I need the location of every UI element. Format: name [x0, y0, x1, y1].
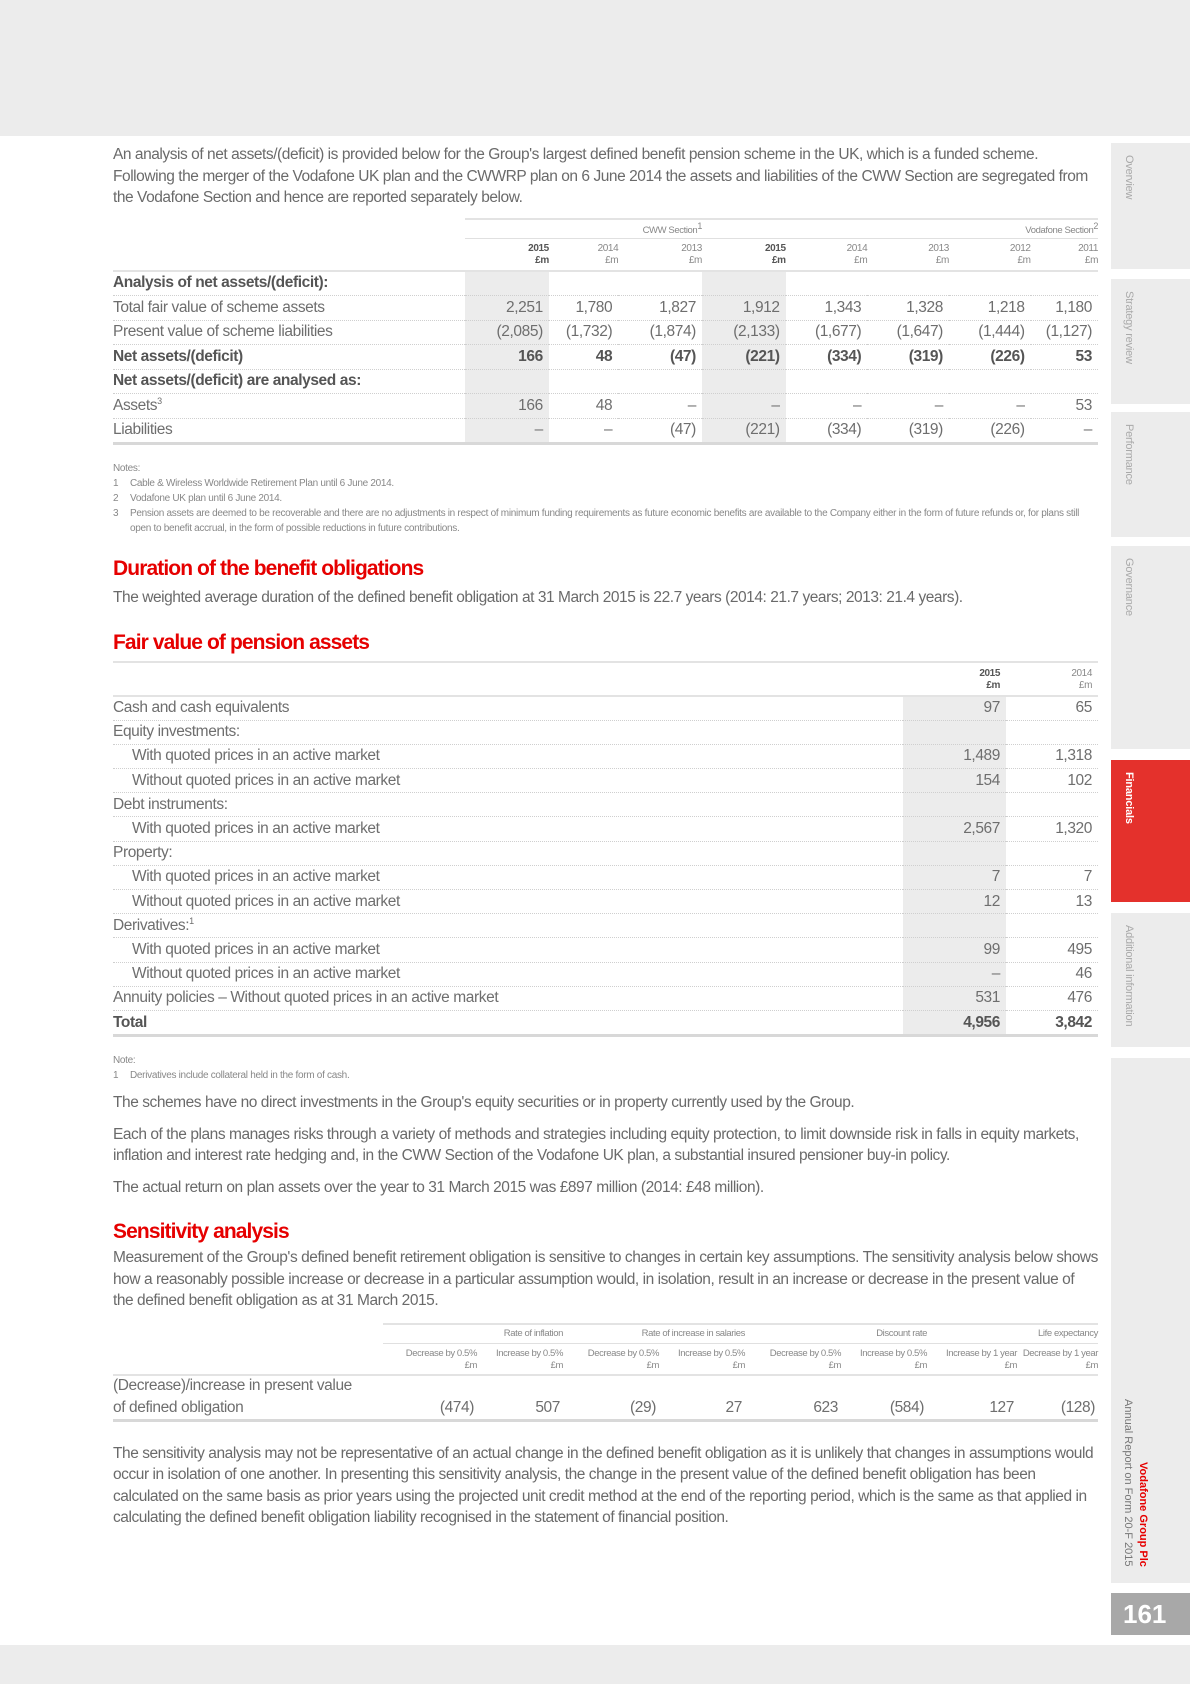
column-year: 2013 — [928, 242, 949, 254]
table-cell: (226) — [949, 345, 1031, 370]
year-column-header — [1031, 238, 1098, 271]
table-cell: 1,489 — [903, 744, 1006, 768]
table-cell — [867, 369, 949, 394]
assumption-group-header: Life expectancy — [927, 1324, 1098, 1344]
row-label-text: Net assets/(deficit) are analysed as: — [113, 372, 361, 390]
column-unit: £m — [1084, 254, 1098, 266]
table-cell: (474) — [383, 1397, 477, 1421]
table-cell: 1,320 — [1006, 817, 1098, 841]
table-row — [113, 914, 1098, 938]
column-year: 2011 — [1078, 242, 1098, 254]
table-row — [113, 890, 1098, 914]
sensitivity-row-label-line1 — [113, 1375, 1098, 1397]
row-label — [113, 817, 903, 841]
footnote — [113, 491, 1098, 506]
table-cell: 46 — [1006, 962, 1098, 986]
year-column-header — [702, 238, 786, 271]
side-tab-performance[interactable] — [1111, 412, 1190, 537]
table-row — [113, 986, 1098, 1010]
table-cell: – — [949, 394, 1031, 419]
table-cell: (221) — [702, 345, 786, 370]
table-cell: 97 — [903, 696, 1006, 721]
table-cell: 3,842 — [1006, 1010, 1098, 1035]
sensitivity-table — [113, 1323, 1098, 1422]
column-unit: £m — [854, 254, 868, 266]
table-cell — [903, 720, 1006, 744]
sensitivity-group-header — [113, 1324, 1098, 1344]
table-cell: (1,127) — [1031, 320, 1098, 345]
table-row — [113, 296, 1098, 321]
table-row — [113, 369, 1098, 394]
table-cell: – — [867, 394, 949, 419]
note-title: Note: — [113, 1055, 136, 1067]
side-tab-additional-information[interactable] — [1111, 913, 1190, 1047]
table-row — [113, 394, 1098, 419]
row-label — [113, 369, 465, 394]
sensitivity-column — [477, 1343, 563, 1375]
table-cell — [618, 369, 702, 394]
table-cell: 2,251 — [465, 296, 549, 321]
fair-value-notes — [113, 1053, 1098, 1083]
table-row — [113, 938, 1098, 962]
footnote-text: Pension assets are deemed to be recoverable and there are no adjustments in respect of minimum funding requirements as future economic benefits are available to the Company either in the form of future refunds or, for plans still open to benefit accrual, in the form of possible reductions in future contributions. — [130, 508, 1080, 534]
fair-value-table — [113, 661, 1098, 1038]
table-cell: (1,874) — [618, 320, 702, 345]
row-label-text: Equity investments: — [113, 723, 240, 741]
column-unit: £m — [464, 1359, 477, 1371]
table-cell: (334) — [786, 345, 868, 370]
table-cell: (29) — [563, 1397, 659, 1421]
table-cell — [903, 841, 1006, 865]
table-cell: 1,912 — [702, 296, 786, 321]
report-info-tab — [1111, 1058, 1190, 1583]
row-label — [113, 271, 465, 296]
row-label-text: Without quoted prices in an active market — [132, 892, 400, 910]
footnote-text: Vodafone UK plan until 6 June 2014. — [130, 493, 282, 504]
table-cell — [1006, 914, 1098, 938]
row-label — [113, 986, 903, 1010]
row-label-text: Without quoted prices in an active market — [132, 771, 400, 789]
row-label — [113, 296, 465, 321]
column-unit: £m — [1085, 1359, 1098, 1371]
table-cell: – — [903, 962, 1006, 986]
table-cell: (1,732) — [549, 320, 618, 345]
column-label: Decrease by 1 year — [1022, 1347, 1098, 1359]
row-label — [113, 345, 465, 370]
sensitivity-closing: The sensitivity analysis may not be representative of an actual change in the defined benefit obligation as it is unlikely that changes in assumptions would occur in isolation of one another. In presenting this sensitivity analysis, the change in the present value of the defined benefit obligation has been calculated on the same basis as prior years using the projected unit credit method at the end of the reporting period, which is the same as that applied in calculating the defined benefit obligation liability recognised in the statement of financial position. — [113, 1444, 1094, 1527]
sensitivity-column-header — [113, 1343, 1098, 1375]
table-cell: – — [618, 394, 702, 419]
table-cell: 13 — [1006, 890, 1098, 914]
sensitivity-column — [841, 1343, 927, 1375]
column-unit: £m — [535, 254, 549, 266]
year-column-header — [867, 238, 949, 271]
group-cww-section: CWW Section1 — [465, 219, 702, 239]
row-label — [113, 890, 903, 914]
row-label — [113, 914, 903, 938]
notes-title: Notes: — [113, 463, 141, 474]
table-cell: 166 — [465, 394, 549, 419]
table-cell: 531 — [903, 986, 1006, 1010]
footnote-number: 3 — [113, 508, 119, 519]
column-unit: £m — [1017, 254, 1031, 266]
table-cell: – — [1031, 418, 1098, 444]
table-cell: 7 — [1006, 865, 1098, 889]
row-label-text: With quoted prices in an active market — [132, 820, 380, 838]
table-cell — [1006, 793, 1098, 817]
table-cell: (1,647) — [867, 320, 949, 345]
table-cell: (319) — [867, 418, 949, 444]
column-year: 2014 — [846, 242, 868, 254]
row-label-text: Present value of scheme liabilities — [113, 323, 333, 341]
table-cell: (584) — [841, 1397, 927, 1421]
table-cell: 507 — [477, 1397, 563, 1421]
side-tab-label: Governance — [1123, 558, 1135, 616]
year-column-header — [465, 238, 549, 271]
row-label-text: Cash and cash equivalents — [113, 699, 290, 717]
table-row — [113, 1010, 1098, 1035]
footnote — [113, 1068, 1098, 1083]
table-cell: (2,133) — [702, 320, 786, 345]
column-label: Increase by 0.5% — [859, 1347, 927, 1359]
table-cell — [702, 271, 786, 296]
table-cell: 53 — [1031, 394, 1098, 419]
column-label: Decrease by 0.5% — [405, 1347, 477, 1359]
sensitivity-column — [659, 1343, 745, 1375]
table-cell: 12 — [903, 890, 1006, 914]
table-cell — [702, 369, 786, 394]
table-row — [113, 418, 1098, 444]
net-assets-notes — [113, 461, 1098, 536]
assumption-group-header: Rate of inflation — [383, 1324, 563, 1344]
row-label — [113, 841, 903, 865]
column-label: Decrease by 0.5% — [769, 1347, 841, 1359]
sensitivity-column — [563, 1343, 659, 1375]
table-cell: 127 — [927, 1397, 1017, 1421]
side-tab-financials[interactable] — [1111, 760, 1190, 902]
column-year: 2015 — [528, 242, 549, 254]
table-cell — [465, 369, 549, 394]
net-assets-year-header — [113, 238, 1098, 271]
column-unit: £m — [550, 1359, 563, 1371]
column-unit: £m — [688, 254, 702, 266]
column-year: 2015 — [979, 667, 1000, 679]
table-cell: 7 — [903, 865, 1006, 889]
column-unit: £m — [1004, 1359, 1017, 1371]
row-label-text: Derivatives: — [113, 917, 190, 935]
column-unit: £m — [828, 1359, 841, 1371]
column-year: 2014 — [1071, 667, 1092, 679]
table-cell — [903, 914, 1006, 938]
table-cell: (1,444) — [949, 320, 1031, 345]
page-content — [113, 144, 1098, 1529]
row-label-text: Analysis of net assets/(deficit): — [113, 274, 329, 292]
table-cell: 53 — [1031, 345, 1098, 370]
column-year: 2013 — [681, 242, 702, 254]
table-cell — [867, 271, 949, 296]
year-column-header — [549, 238, 618, 271]
side-tab-label: Financials — [1123, 772, 1135, 824]
table-cell — [1031, 271, 1098, 296]
row-label-text: Annuity policies – Without quoted prices in an active market — [113, 989, 499, 1007]
column-label: Increase by 1 year — [946, 1347, 1017, 1359]
footnote-number: 1 — [113, 1070, 119, 1082]
table-cell — [949, 271, 1031, 296]
table-cell: 2,567 — [903, 817, 1006, 841]
sensitivity-column — [927, 1343, 1017, 1375]
table-cell: 495 — [1006, 938, 1098, 962]
column-unit: £m — [732, 1359, 745, 1371]
fair-value-paragraphs — [113, 1092, 1098, 1198]
row-label — [113, 418, 465, 444]
table-cell: 4,956 — [903, 1010, 1006, 1035]
assumption-group-header: Discount rate — [745, 1324, 927, 1344]
column-year: 2015 — [764, 242, 786, 254]
page-number: 161 — [1111, 1593, 1190, 1635]
bottom-margin-band — [0, 1645, 1190, 1684]
column-unit: £m — [986, 679, 1000, 691]
intro-paragraph: An analysis of net assets/(deficit) is provided below for the Group's largest defined benefit pension scheme in the UK, which is a funded scheme. Following the merger of the Vodafone UK plan and the CWWRP plan on 6 June 2014 the assets and liabilities of the CWW Section are segregated from the Vodafone Section and hence are reported separately below. — [113, 146, 1088, 206]
table-row — [113, 817, 1098, 841]
table-cell: (319) — [867, 345, 949, 370]
table-cell: (128) — [1017, 1397, 1098, 1421]
table-cell: – — [549, 418, 618, 444]
table-cell: 1,218 — [949, 296, 1031, 321]
sensitivity-row — [113, 1397, 1098, 1421]
row-label — [113, 720, 903, 744]
report-title: Annual Report on Form 20-F 2015 — [1122, 1399, 1134, 1567]
table-cell — [786, 271, 868, 296]
side-tab-governance[interactable] — [1111, 546, 1190, 749]
table-cell: 154 — [903, 769, 1006, 793]
table-row — [113, 345, 1098, 370]
sensitivity-column — [745, 1343, 841, 1375]
table-cell: (226) — [949, 418, 1031, 444]
row-label-text: Assets — [113, 397, 158, 415]
group-vodafone-section: Vodafone Section2 — [702, 219, 1098, 239]
table-cell: 1,328 — [867, 296, 949, 321]
side-tab-label: Additional information — [1123, 925, 1135, 1027]
table-cell: (221) — [702, 418, 786, 444]
table-cell — [903, 793, 1006, 817]
table-cell: 476 — [1006, 986, 1098, 1010]
row-label — [113, 769, 903, 793]
column-label: Increase by 0.5% — [495, 1347, 563, 1359]
table-cell: 99 — [903, 938, 1006, 962]
footnote-number: 2 — [113, 493, 119, 504]
table-row — [113, 793, 1098, 817]
table-cell: (1,677) — [786, 320, 868, 345]
footnote-ref: 1 — [189, 916, 194, 927]
table-row — [113, 320, 1098, 345]
row-label-text: With quoted prices in an active market — [132, 747, 380, 765]
row-label-text: With quoted prices in an active market — [132, 868, 380, 886]
row-label — [113, 320, 465, 345]
table-cell: 65 — [1006, 696, 1098, 721]
column-label: Decrease by 0.5% — [587, 1347, 659, 1359]
row-label — [113, 865, 903, 889]
table-cell — [1006, 720, 1098, 744]
net-assets-table — [113, 218, 1098, 446]
footnote-text: Derivatives include collateral held in the form of cash. — [130, 1070, 350, 1082]
sensitivity-row-label-cont: of defined obligation — [113, 1397, 383, 1421]
table-row — [113, 271, 1098, 296]
duration-heading: Duration of the benefit obligations — [113, 557, 424, 580]
year-column-header — [903, 662, 1006, 696]
row-label-text: With quoted prices in an active market — [132, 940, 380, 958]
column-unit: £m — [646, 1359, 659, 1371]
table-cell — [1031, 369, 1098, 394]
fair-value-year-header — [113, 662, 1098, 696]
column-year: 2012 — [1009, 242, 1031, 254]
row-label-text: Property: — [113, 844, 173, 862]
column-year: 2014 — [597, 242, 619, 254]
table-row — [113, 744, 1098, 768]
duration-text: The weighted average duration of the defined benefit obligation at 31 March 2015 is 22.7 years (2014: 21.7 years; 2013: 21.4 years). — [113, 589, 963, 606]
year-column-header — [949, 238, 1031, 271]
row-label-text: Net assets/(deficit) — [113, 347, 243, 365]
row-label-text: Debt instruments: — [113, 795, 228, 813]
row-label — [113, 962, 903, 986]
table-cell: – — [702, 394, 786, 419]
row-label — [113, 793, 903, 817]
footnote — [113, 506, 1098, 536]
side-tab-strategy-review[interactable] — [1111, 279, 1190, 404]
table-cell — [549, 369, 618, 394]
column-unit: £m — [935, 254, 949, 266]
table-cell: 1,180 — [1031, 296, 1098, 321]
side-tab-label: Strategy review — [1123, 291, 1135, 364]
table-cell: 166 — [465, 345, 549, 370]
footnote-number: 1 — [113, 478, 119, 489]
table-cell: (47) — [618, 418, 702, 444]
column-label: Increase by 0.5% — [677, 1347, 745, 1359]
row-label-text: Liabilities — [113, 421, 173, 439]
body-paragraph: Each of the plans manages risks through a variety of methods and strategies including equity protection, to limit downside risk in falls in equity markets, inflation and interest rate hedging and, in the CWW Section of the Vodafone UK plan, a substantial insured pensioner buy-in policy. — [113, 1125, 1079, 1165]
row-label — [113, 394, 465, 419]
footnote-ref: 3 — [157, 396, 162, 407]
row-label-text: Total fair value of scheme assets — [113, 298, 325, 316]
top-margin-band — [0, 0, 1190, 136]
table-cell — [786, 369, 868, 394]
sensitivity-heading: Sensitivity analysis — [113, 1220, 289, 1244]
table-cell — [1006, 841, 1098, 865]
sensitivity-column — [1017, 1343, 1098, 1375]
row-label — [113, 696, 903, 721]
table-cell: 27 — [659, 1397, 745, 1421]
row-label — [113, 938, 903, 962]
column-unit: £m — [914, 1359, 927, 1371]
row-label-text: Total — [113, 1013, 147, 1031]
table-row — [113, 720, 1098, 744]
table-cell: 1,318 — [1006, 744, 1098, 768]
table-cell — [465, 271, 549, 296]
sensitivity-intro: Measurement of the Group's defined benefit retirement obligation is sensitive to changes in certain key assumptions. The sensitivity analysis below shows how a reasonably possible increase or decrease in a particular assumption would, in isolation, result in an increase or decrease in the present value of the defined benefit obligation as at 31 March 2015. — [113, 1249, 1098, 1310]
sensitivity-row-label: (Decrease)/increase in present value — [113, 1377, 352, 1395]
table-cell — [549, 271, 618, 296]
column-unit: £m — [1078, 679, 1092, 691]
table-cell: (2,085) — [465, 320, 549, 345]
body-paragraph: The actual return on plan assets over the year to 31 March 2015 was £897 million (2014: £48 million). — [113, 1178, 764, 1196]
year-column-header — [618, 238, 702, 271]
footnote — [113, 476, 1098, 491]
year-column-header — [786, 238, 868, 271]
side-tab-overview[interactable] — [1111, 143, 1190, 269]
table-row — [113, 769, 1098, 793]
table-cell: 1,780 — [549, 296, 618, 321]
column-unit: £m — [771, 254, 786, 266]
row-label — [113, 744, 903, 768]
table-cell: 48 — [549, 394, 618, 419]
table-row — [113, 841, 1098, 865]
side-tab-label: Overview — [1123, 155, 1135, 200]
net-assets-group-header — [113, 219, 1098, 239]
table-cell: 1,827 — [618, 296, 702, 321]
table-cell: 623 — [745, 1397, 841, 1421]
table-cell: (334) — [786, 418, 868, 444]
body-paragraph: The schemes have no direct investments in the Group's equity securities or in property currently used by the Group. — [113, 1094, 855, 1112]
row-label — [113, 1010, 903, 1035]
year-column-header — [1006, 662, 1098, 696]
sensitivity-column — [383, 1343, 477, 1375]
table-row — [113, 696, 1098, 721]
fair-value-heading: Fair value of pension assets — [113, 630, 370, 654]
column-unit: £m — [605, 254, 619, 266]
assumption-group-header: Rate of increase in salaries — [563, 1324, 745, 1344]
table-cell: 48 — [549, 345, 618, 370]
table-cell: – — [465, 418, 549, 444]
table-cell: – — [786, 394, 868, 419]
table-row — [113, 962, 1098, 986]
side-tab-label: Performance — [1123, 424, 1135, 485]
footnote-text: Cable & Wireless Worldwide Retirement Plan until 6 June 2014. — [130, 478, 394, 489]
table-cell: 102 — [1006, 769, 1098, 793]
table-row — [113, 865, 1098, 889]
table-cell — [618, 271, 702, 296]
table-cell — [949, 369, 1031, 394]
row-label-text: Without quoted prices in an active market — [132, 965, 400, 983]
brand-name: Vodafone Group Plc — [1137, 1462, 1149, 1567]
table-cell: 1,343 — [786, 296, 868, 321]
table-cell: (47) — [618, 345, 702, 370]
